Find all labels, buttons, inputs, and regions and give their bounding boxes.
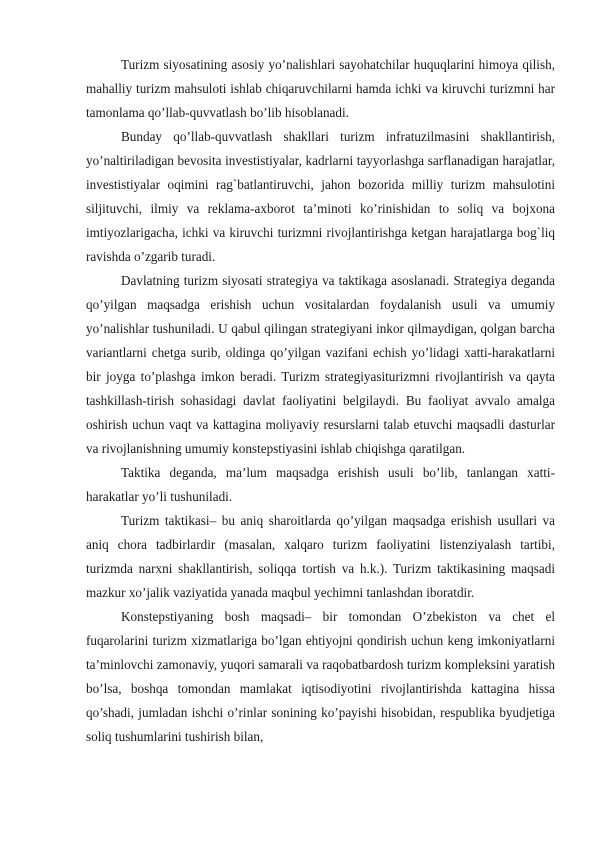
paragraph-strategy-and-tactics: Davlatning turizm siyosati strategiya va taktikaga asoslanadi. Strategiya deganda qo’yilgan maqsadga erishish uchun vositalardan foydalanish usuli va umumiy yo’nalishlar tushuniladi. U qabul qilingan strategiyani inkor qilmaydigan, qolgan barcha variantlarni chetga surib, oldinga qo’yilgan vazifani echish yo’lidagi xatti-harakatlarni bir joyga to’plashga imkon beradi. Turizm strategiyasiturizmni rivojlantirish va qayta tashkillash-tirish sohasidagi davlat faoliyatini belgilaydi. Bu faoliyat avvalo amalga oshirish uchun vaqt va kattagina moliyaviy resurslarni talab etuvchi maqsadli dasturlar va rivojlanishning umumiy konstepstiyasini ishlab chiqishga qaratilgan. (86, 273, 555, 456)
paragraph-concept-main-goal: Konstepstiyaning bosh maqsadi– bir tomondan O’zbekiston va chet el fuqarolarini turizm xizmatlariga bo’lgan ehtiyojni qondirish uchun keng imkoniyatlarni ta’minlovchi zamonaviy, yuqori samarali va raqobatbardosh turizm kompleksini yaratish bo’lsa, boshqa tomondan mamlakat iqtisodiyotini rivojlantirishda kattagina hissa qo’shadi, jumladan ishchi o’rinlar sonining ko’payishi hisobidan, respublika byudjetiga soliq tushumlarini tushirish bilan, (86, 609, 555, 744)
paragraph-tactics-definition: Taktika deganda, ma’lum maqsadga erishish usuli bo’lib, tanlangan xatti-harakatlar yo’li tushuniladi. (86, 465, 555, 504)
paragraph-tourism-tactics: Turizm taktikasi– bu aniq sharoitlarda qo’yilgan maqsadga erishish usullari va aniq chora tadbirlardir (masalan, xalqaro turizm faoliyatini listenziyalash tartibi, turizmda narxni shakllantirish, soliqqa tortish va h.k.). Turizm taktikasining maqsadi mazkur xo’jalik vaziyatida yanada maqbul yechimni tanlashdan iboratdir. (86, 513, 555, 600)
paragraph-support-forms: Bunday qo’llab-quvvatlash shakllari turizm infratuzilmasini shakllantirish, yo’naltiriladigan bevosita investistiyalar, kadrlarni tayyorlashga sarflanadigan harajatlar, investistiyalar oqimini rag`batlantiruvchi, jahon bozorida milliy turizm mahsulotini siljituvchi, ilmiy va reklama-axborot ta’minoti ko’rinishidan to soliq va bojxona imtiyozlarigacha, ichki va kiruvchi turizmni rivojlantirishga ketgan harajatlarga bog`liq ravishda o’zgarib turadi. (86, 129, 555, 264)
paragraph-tourism-policy-directions: Turizm siyosatining asosiy yo’nalishlari sayohatchilar huquqlarini himoya qilish, mahalliy turizm mahsuloti ishlab chiqaruvchilarni hamda ichki va kiruvchi turizmni har tamonlama qo’llab-quvvatlash bo’lib hisoblanadi. (86, 57, 555, 120)
document-body (86, 53, 555, 749)
